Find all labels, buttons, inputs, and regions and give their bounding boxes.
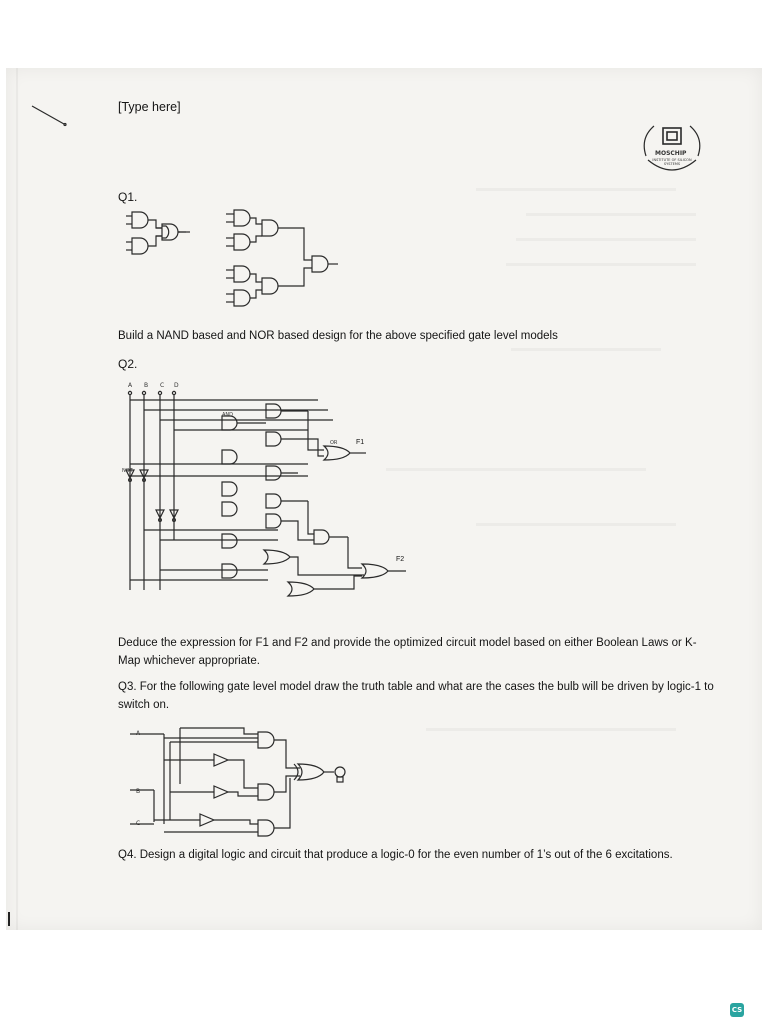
- bleed-through-line: [386, 468, 646, 471]
- q2-circuit-diagram: [118, 390, 418, 620]
- bleed-through-line: [476, 188, 676, 191]
- logo-name: MOSCHIP: [655, 150, 687, 157]
- bleed-through-line: [516, 238, 696, 241]
- q4-question-text: Q4. Design a digital logic and circuit that produce a logic-0 for the even number of 1’s out of the 6 excitations.: [118, 849, 673, 861]
- q2-input-d: D: [174, 382, 179, 389]
- q1-question-text: Build a NAND based and NOR based design for the above specified gate level models: [118, 330, 558, 342]
- q2-gate-label-or: OR: [330, 440, 338, 446]
- q2-input-c: C: [160, 382, 165, 389]
- q2-output-f2: F2: [396, 556, 405, 563]
- q2-question-text: Deduce the expression for F1 and F2 and provide the optimized circuit model based on either Boolean Laws or K-Map whichever appropriate.: [118, 637, 697, 667]
- q1-left-circuit: [126, 212, 190, 254]
- q2-gate-label-and: AND: [222, 412, 234, 418]
- q3-input-a: A: [136, 730, 141, 737]
- q2-output-f1: F1: [356, 439, 365, 446]
- scan-edge-mark: [8, 912, 10, 926]
- q2-gate-label-not: NOT: [122, 468, 133, 474]
- q2-label: Q2.: [118, 357, 138, 371]
- q1-right-circuit: [226, 210, 338, 306]
- institute-logo: [634, 116, 710, 186]
- q3-input-b: B: [136, 788, 141, 795]
- q1-label: Q1.: [118, 190, 138, 204]
- q2-input-b: B: [144, 382, 149, 389]
- pen-mark: [30, 104, 70, 128]
- scanner-app-badge: CS: [730, 1003, 744, 1017]
- bleed-through-line: [511, 348, 661, 351]
- q3-circuit-diagram: [124, 724, 364, 840]
- bleed-through-line: [476, 523, 676, 526]
- q3-input-c: C: [136, 820, 141, 827]
- bleed-through-line: [506, 263, 696, 266]
- q3-question-text: Q3. For the following gate level model draw the truth table and what are the cases the bulb will be driven by logic-1 to switch on.: [118, 681, 714, 711]
- logo-subtitle: INSTITUTE OF SILICON SYSTEMS: [652, 158, 692, 166]
- document-page: [6, 68, 762, 930]
- bleed-through-line: [426, 728, 676, 731]
- page-fold: [16, 68, 18, 930]
- q1-gate-diagram: [126, 208, 366, 308]
- header-placeholder: [Type here]: [118, 100, 181, 114]
- q2-input-a: A: [128, 382, 133, 389]
- bleed-through-line: [526, 213, 696, 216]
